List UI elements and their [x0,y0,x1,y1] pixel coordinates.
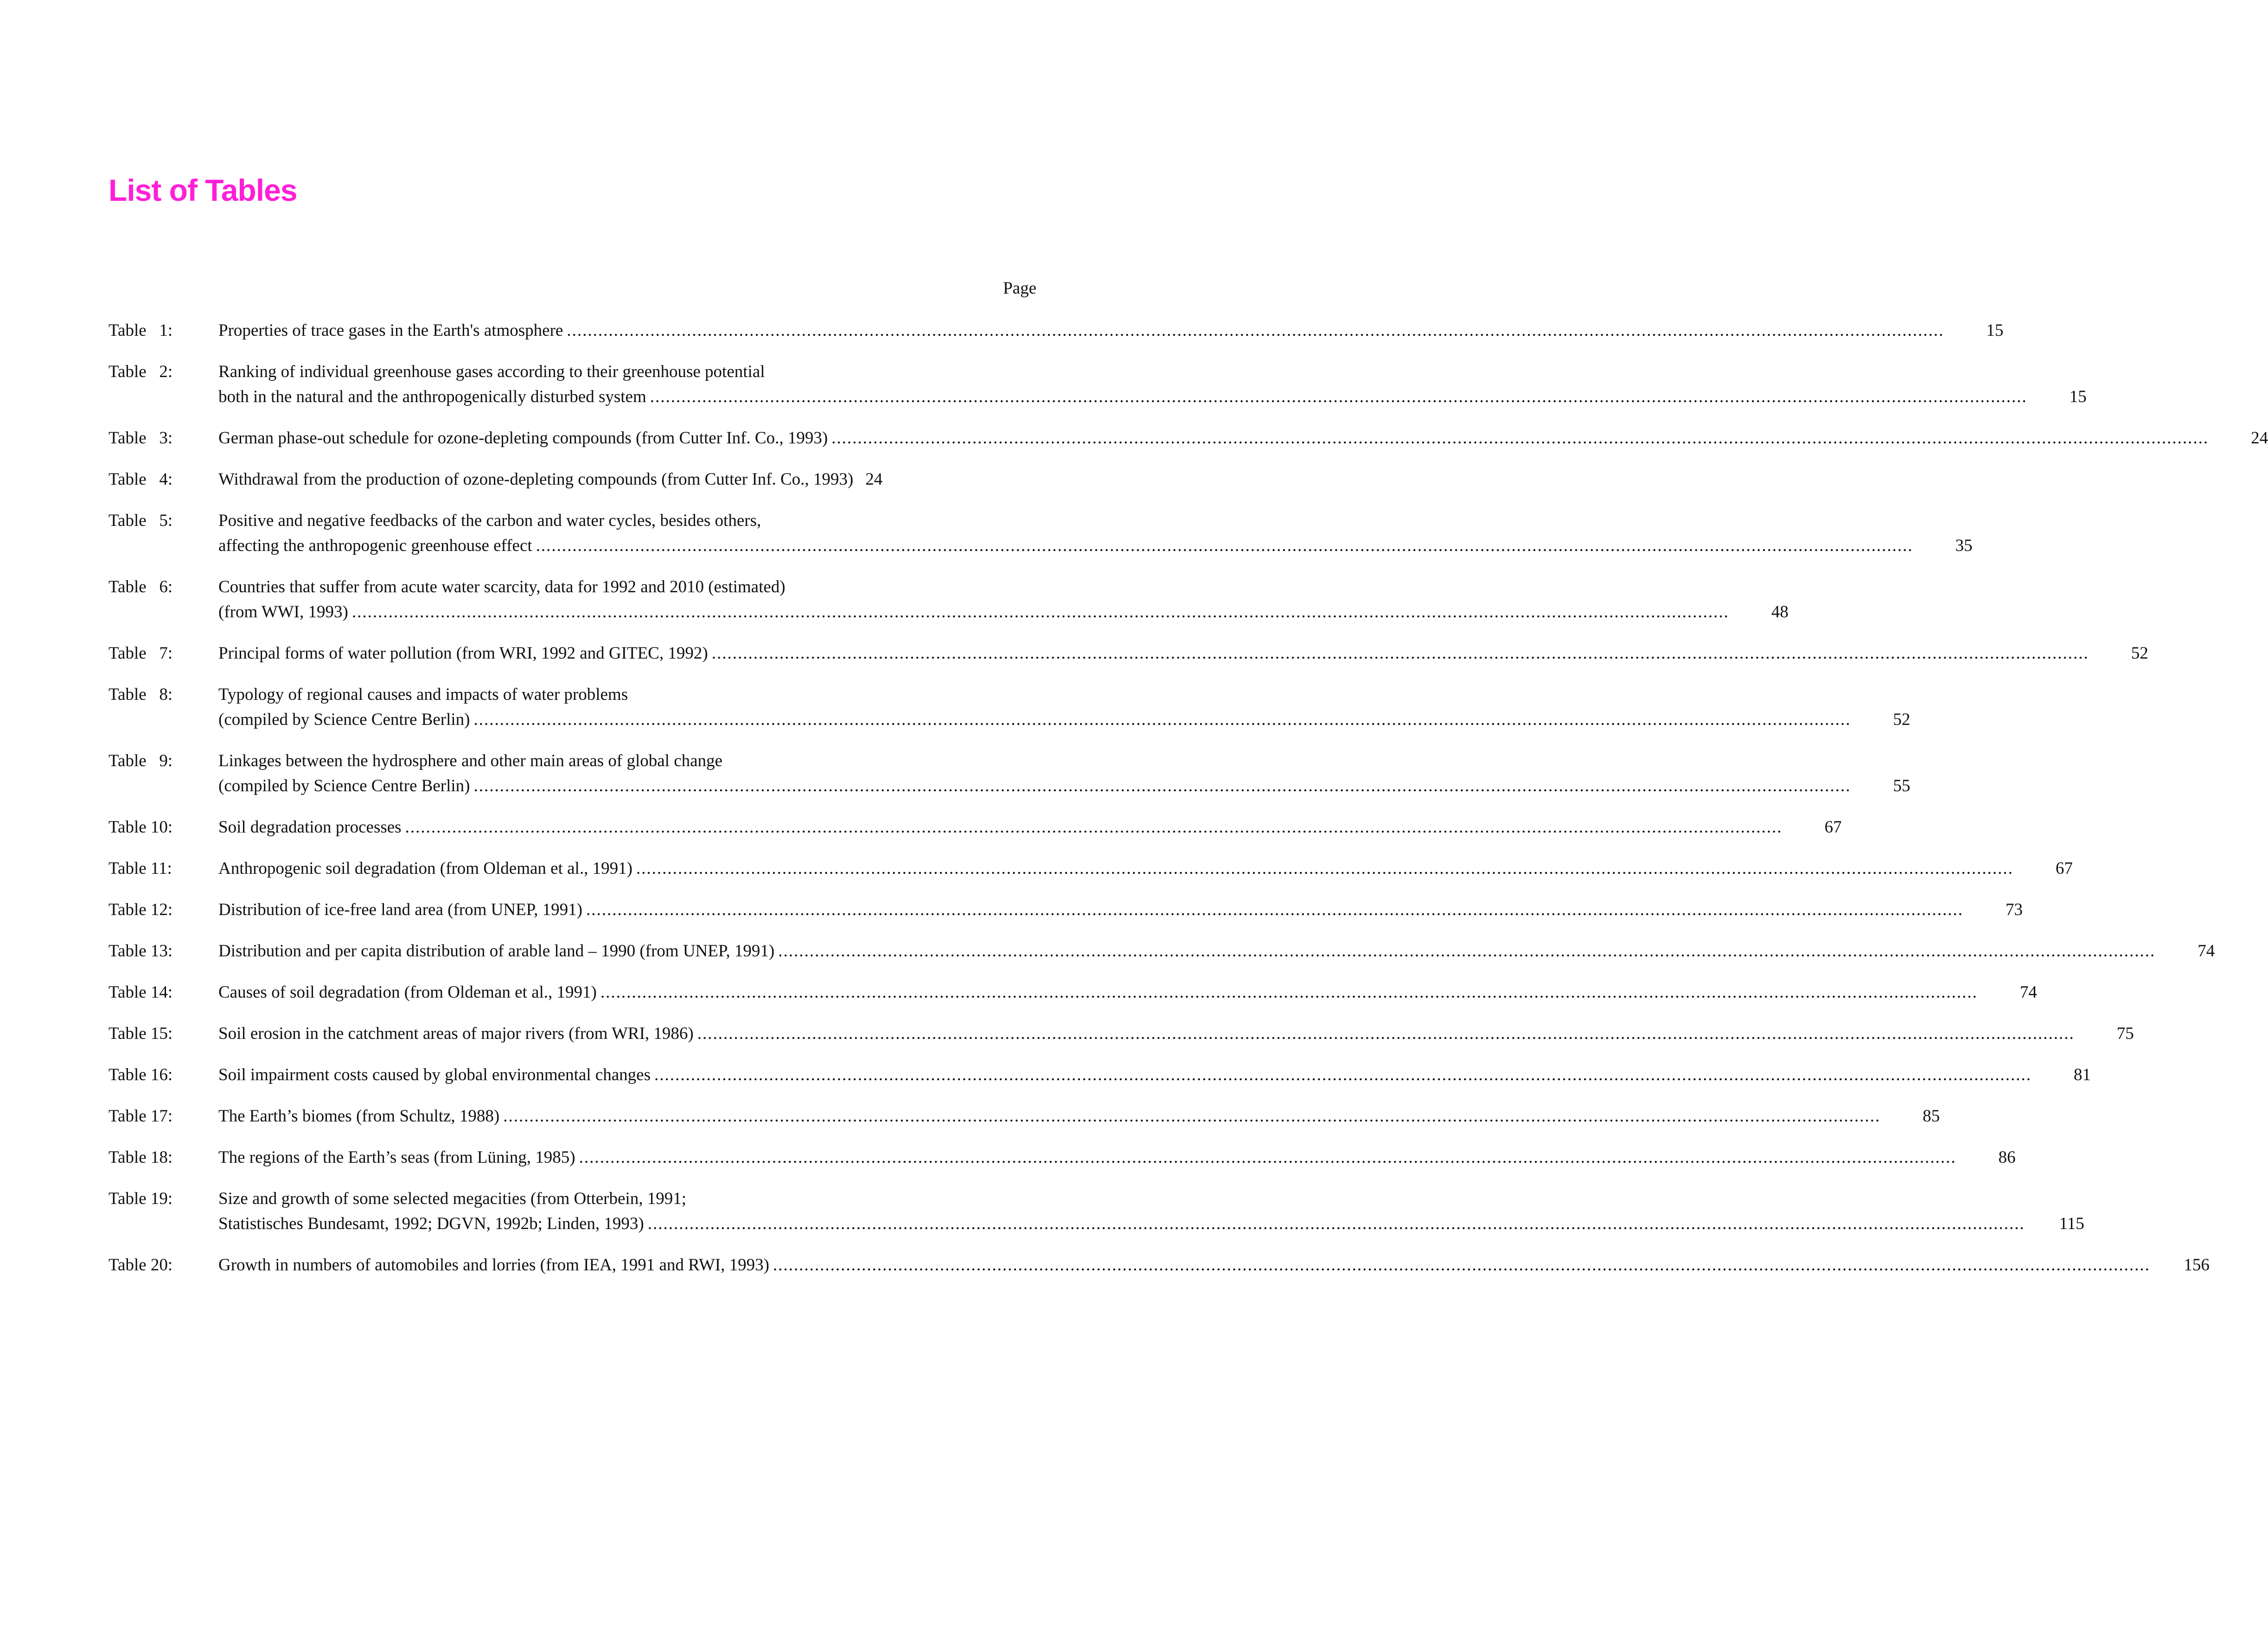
entry-page-number: 67 [1824,818,1842,837]
entry-label: Table 15: [109,1024,173,1043]
entry-label: Table 6: [109,577,173,596]
entry-page-number: 156 [2184,1255,2210,1275]
entry-page-number: 67 [2055,859,2073,878]
toc-entry [109,359,2087,410]
entry-title-line: Ranking of individual greenhouse gases according to their greenhouse potential [218,362,765,381]
toc-entry [109,897,2023,922]
entry-text [218,426,2268,451]
entry-page-number: 81 [2073,1065,2091,1084]
entry-page-number: 86 [1998,1148,2016,1167]
toc-entry [109,1186,2084,1236]
leader-dots [654,1063,2032,1088]
toc-entry [109,1104,1940,1129]
entry-title-line: Typology of regional causes and impacts of water problems [218,685,628,704]
entry-page-number: 115 [2059,1214,2084,1233]
entry-title-line: Distribution and per capita distribution of arable land – 1990 (from UNEP, 1991) [218,942,775,961]
entry-page-number: 75 [2116,1024,2134,1043]
toc-entry [109,1253,2210,1278]
entry-text [218,641,2148,666]
entry-title-line: Principal forms of water pollution (from WRI, 1992 and GITEC, 1992) [218,644,708,663]
entry-label: Table 17: [109,1107,173,1126]
leader-dots [697,1021,2075,1046]
leader-dots [773,1253,2150,1278]
entry-page-number: 52 [1893,710,1910,729]
toc-entry [109,1063,2091,1088]
entry-title-line: German phase-out schedule for ozone-depleting compounds (from Cutter Inf. Co., 1993) [218,429,828,448]
entry-label: Table 2: [109,362,173,381]
entry-label: Table 14: [109,983,173,1002]
leader-dots [712,641,2089,666]
toc-entry [109,1145,2016,1170]
toc-entry [109,980,2037,1005]
toc-entry [109,749,1910,799]
entry-label: Table 13: [109,942,173,961]
toc-entry [109,467,1036,492]
entry-page-number: 55 [1893,776,1910,795]
list-of-tables [109,318,2268,1294]
entry-text [218,1145,2016,1170]
leader-dots [831,426,2209,451]
entry-text [218,467,1036,492]
page-title: List of Tables [109,173,297,207]
entry-label: Table 1: [109,321,173,340]
entry-text [218,1253,2210,1278]
leader-dots [536,533,1913,558]
entry-label: Table 5: [109,511,173,530]
leader-dots [473,774,1851,799]
leader-dots [601,980,1978,1005]
toc-entry [109,1021,2134,1046]
entry-title-line: affecting the anthropogenic greenhouse effect [218,536,532,555]
entry-title-line: The regions of the Earth’s seas (from Lüning, 1985) [218,1148,575,1167]
entry-page-number: 15 [1986,321,2004,340]
entry-text [218,1104,1940,1129]
entry-label: Table 7: [109,644,173,663]
entry-text [218,1186,2084,1236]
entry-page-number: 73 [2005,900,2023,919]
toc-entry [109,682,1910,732]
entry-label: Table 10: [109,818,173,837]
entry-page-number: 74 [2019,983,2037,1002]
entry-title-line: Soil impairment costs caused by global environmental changes [218,1065,651,1084]
entry-page-number: 85 [1923,1107,1940,1126]
entry-text [218,318,2003,343]
entry-text [218,939,2215,964]
entry-text [218,1021,2134,1046]
leader-dots [405,815,1782,840]
entry-page-number: 52 [2131,644,2148,663]
entry-title-line: Properties of trace gases in the Earth's atmosphere [218,321,563,340]
leader-dots [778,939,2155,964]
entry-title-line: Anthropogenic soil degradation (from Oldeman et al., 1991) [218,859,632,878]
entry-page-number: 35 [1955,536,1973,555]
toc-entry [109,575,1789,625]
entry-label: Table 9: [109,751,173,770]
entry-title-line: Countries that suffer from acute water scarcity, data for 1992 and 2010 (estimated) [218,577,786,596]
entry-label: Table 3: [109,429,173,448]
leader-dots [650,384,2027,410]
leader-dots [648,1211,2025,1236]
leader-dots [586,897,1963,922]
entry-text [218,575,1789,625]
entry-title-line: Positive and negative feedbacks of the carbon and water cycles, besides others, [218,511,761,530]
entry-title-line: Soil erosion in the catchment areas of major rivers (from WRI, 1986) [218,1024,694,1043]
toc-entry [109,939,2215,964]
entry-page-number: 48 [1771,602,1789,621]
entry-title-line: Withdrawal from the production of ozone-depleting compounds (from Cutter Inf. Co., 1993) [218,470,854,489]
entry-page-number: 74 [2198,942,2215,961]
entry-text [218,815,1842,840]
entry-text [218,897,2023,922]
toc-entry [109,318,2004,343]
entry-title-line: Causes of soil degradation (from Oldeman et al., 1991) [218,983,597,1002]
entry-text [218,359,2087,410]
leader-dots [579,1145,1956,1170]
page-column-header: Page [1003,279,1036,298]
toc-entry [109,815,1842,840]
leader-dots [503,1104,1880,1129]
entry-label: Table 11: [109,859,172,878]
entry-label: Table 4: [109,470,173,489]
entry-label: Table 18: [109,1148,173,1167]
toc-entry [109,641,2148,666]
entry-label: Table 19: [109,1189,173,1208]
entry-page-number: 24 [2251,429,2268,448]
entry-label: Table 16: [109,1065,173,1084]
entry-title-line: (from WWI, 1993) [218,602,348,621]
entry-text [218,980,2037,1005]
toc-entry [109,508,1973,558]
entry-title-line: (compiled by Science Centre Berlin) [218,710,470,729]
leader-dots [352,600,1729,625]
toc-entry [109,856,2073,881]
entry-title-line: Size and growth of some selected megacities (from Otterbein, 1991; [218,1189,686,1208]
leader-dots [567,318,1944,343]
entry-title-line: Distribution of ice-free land area (from UNEP, 1991) [218,900,582,919]
entry-label: Table 20: [109,1255,173,1275]
entry-title-line: Statistisches Bundesamt, 1992; DGVN, 1992b; Linden, 1993) [218,1214,644,1233]
toc-entry [109,426,2268,451]
entry-text [218,508,1973,558]
entry-title-line: Growth in numbers of automobiles and lorries (from IEA, 1991 and RWI, 1993) [218,1255,769,1275]
entry-title-line: Soil degradation processes [218,818,402,837]
entry-page-number: 15 [2069,387,2087,406]
entry-title-line: both in the natural and the anthropogenically disturbed system [218,387,646,406]
entry-page-number: 24 [865,470,883,489]
leader-dots [473,707,1851,732]
entry-title-line: Linkages between the hydrosphere and other main areas of global change [218,751,722,770]
entry-title-line: The Earth’s biomes (from Schultz, 1988) [218,1107,500,1126]
entry-text [218,682,1910,732]
entry-text [218,1063,2091,1088]
entry-title-line: (compiled by Science Centre Berlin) [218,776,470,795]
entry-label: Table 12: [109,900,173,919]
entry-text [218,749,1910,799]
entry-text [218,856,2073,881]
entry-label: Table 8: [109,685,173,704]
leader-dots [636,856,2013,881]
